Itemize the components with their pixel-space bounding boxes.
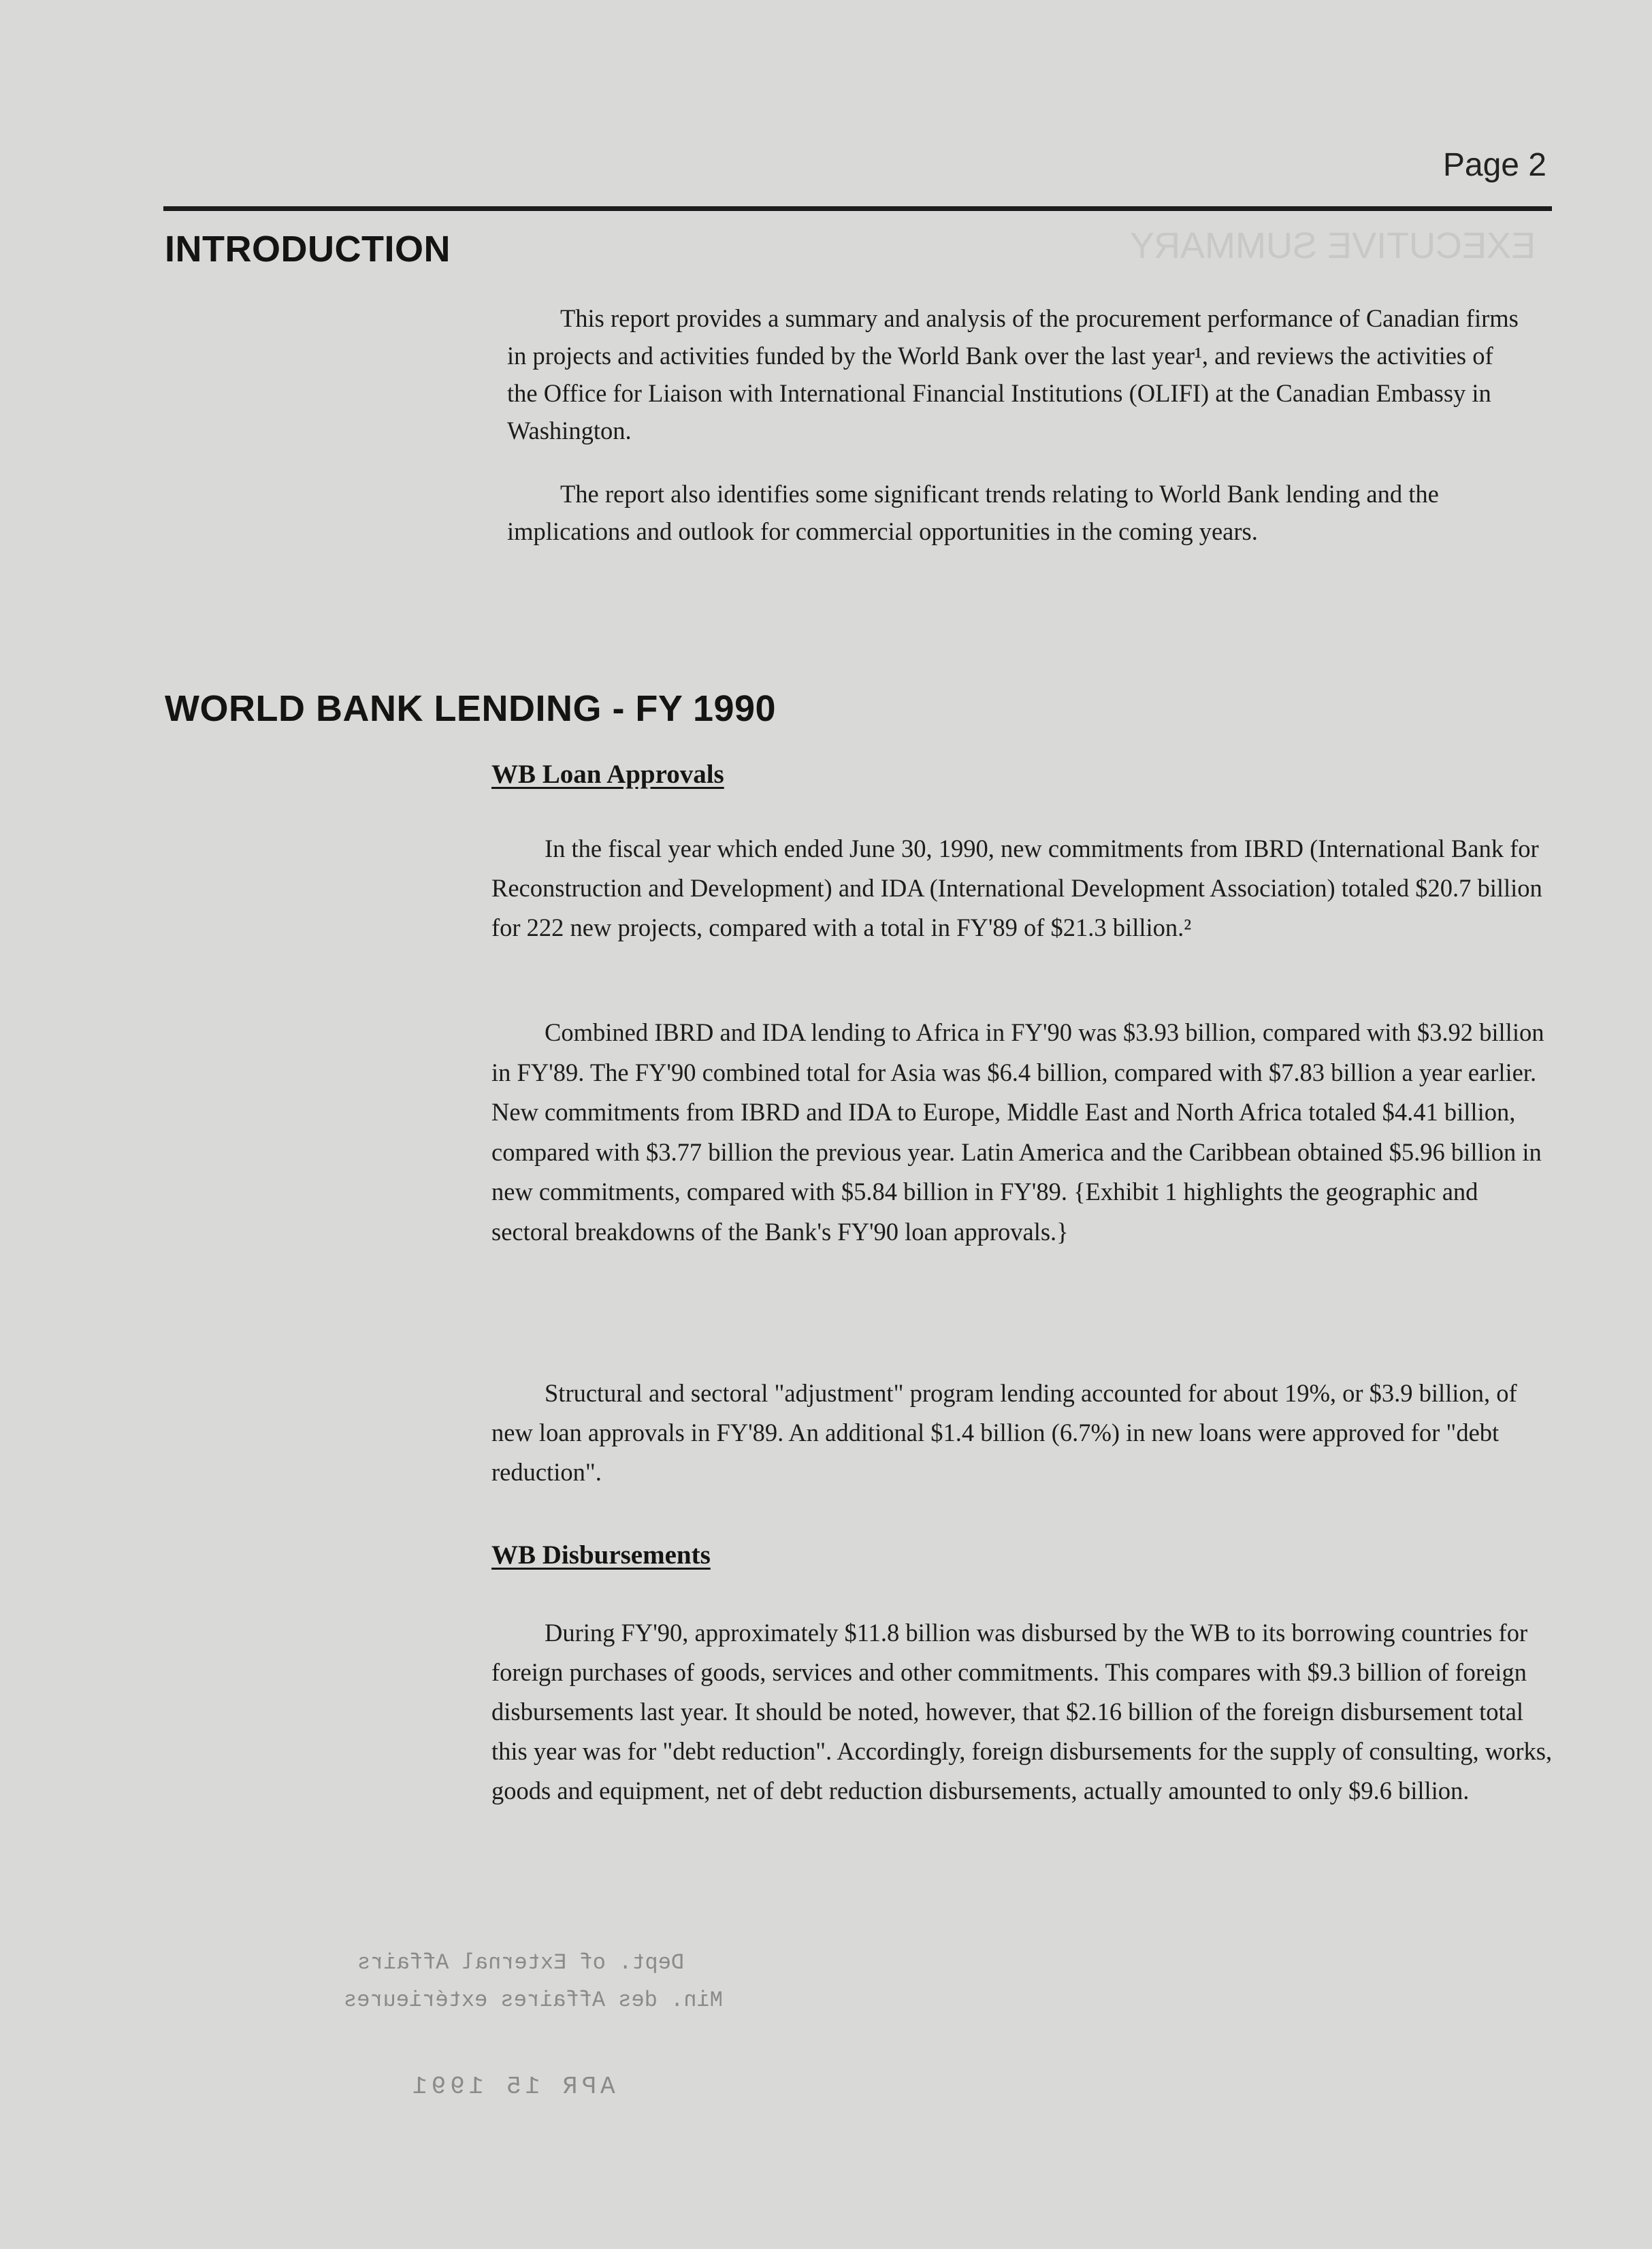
approvals-paragraph-2: Combined IBRD and IDA lending to Africa in FY'90 was $3.93 billion, compared with $3.92 billion in FY'89. The FY'90 combined total for Asia was $6.4 billion, compared with $7.83 billion a year earlier. New commitments from IBRD and IDA to Europe, Middle East and North Africa totaled $4.41 billion, compared with $3.77 billion the previous year. Latin America and the Caribbean obtained $5.96 billion in new commitments, compared with $5.84 billion in FY'89. {Exhibit 1 highlights the geographic and sectoral breakdowns of the Bank's FY'90 loan approvals.}: [491, 1018, 1544, 1246]
stamp-line-2: Min. des Affaires extérieures: [344, 1988, 723, 2013]
approvals-paragraph-1: In the fiscal year which ended June 30, 1990, new commitments from IBRD (International Bank for Reconstruction and Development) and IDA (International Development Association) totaled $20.7 billion for 222 new projects, compared with a total in FY'89 of $21.3 billion.²: [491, 835, 1542, 941]
lending-heading: WORLD BANK LENDING - FY 1990: [165, 688, 777, 729]
introduction-heading: INTRODUCTION: [165, 229, 451, 270]
stamp-line-1: Dept. of External Affairs: [357, 1950, 685, 1975]
introduction-body: [507, 300, 1528, 550]
approvals-paragraph-1-block: [491, 829, 1553, 948]
disbursements-paragraph-1: During FY'90, approximately $11.8 billion was disbursed by the WB to its borrowing countries for foreign purchases of goods, services and other commitments. This compares with $9.3 billion of foreign disbursements last year. It should be noted, however, that $2.16 billion of the foreign disbursement total this year was for "debt reduction". Accordingly, foreign disbursements for the supply of consulting, works, goods and equipment, net of debt reduction disbursements, actually amounted to only $9.6 billion.: [491, 1619, 1553, 1805]
intro-paragraph-2: The report also identifies some significant trends relating to World Bank lending and the implications and outlook for commercial opportunities in the coming years.: [507, 480, 1439, 545]
approvals-paragraph-2-block: [491, 1013, 1553, 1252]
disbursements-paragraph-1-block: [491, 1613, 1553, 1811]
stamp-line-3: APR 15 1991: [408, 2073, 615, 2101]
header-rule: [163, 206, 1552, 211]
intro-paragraph-1: This report provides a summary and analysis of the procurement performance of Canadian firms in projects and activities funded by the World Bank over the last year¹, and reviews the activities of the Office for Liaison with International Financial Institutions (OLIFI) at the Canadian Embassy in Washington.: [507, 304, 1519, 444]
bleed-through-heading: EXECUTIVE SUMMARY: [1130, 225, 1536, 266]
loan-approvals-subheading: WB Loan Approvals: [491, 760, 724, 789]
approvals-paragraph-3: Structural and sectoral "adjustment" program lending accounted for about 19%, or $3.9 billion, of new loan approvals in FY'89. An additional $1.4 billion (6.7%) in new loans were approved for "debt reduction".: [491, 1379, 1517, 1486]
disbursements-subheading: WB Disbursements: [491, 1540, 711, 1570]
page-number: Page 2: [1442, 147, 1546, 183]
approvals-paragraph-3-block: [491, 1374, 1553, 1492]
